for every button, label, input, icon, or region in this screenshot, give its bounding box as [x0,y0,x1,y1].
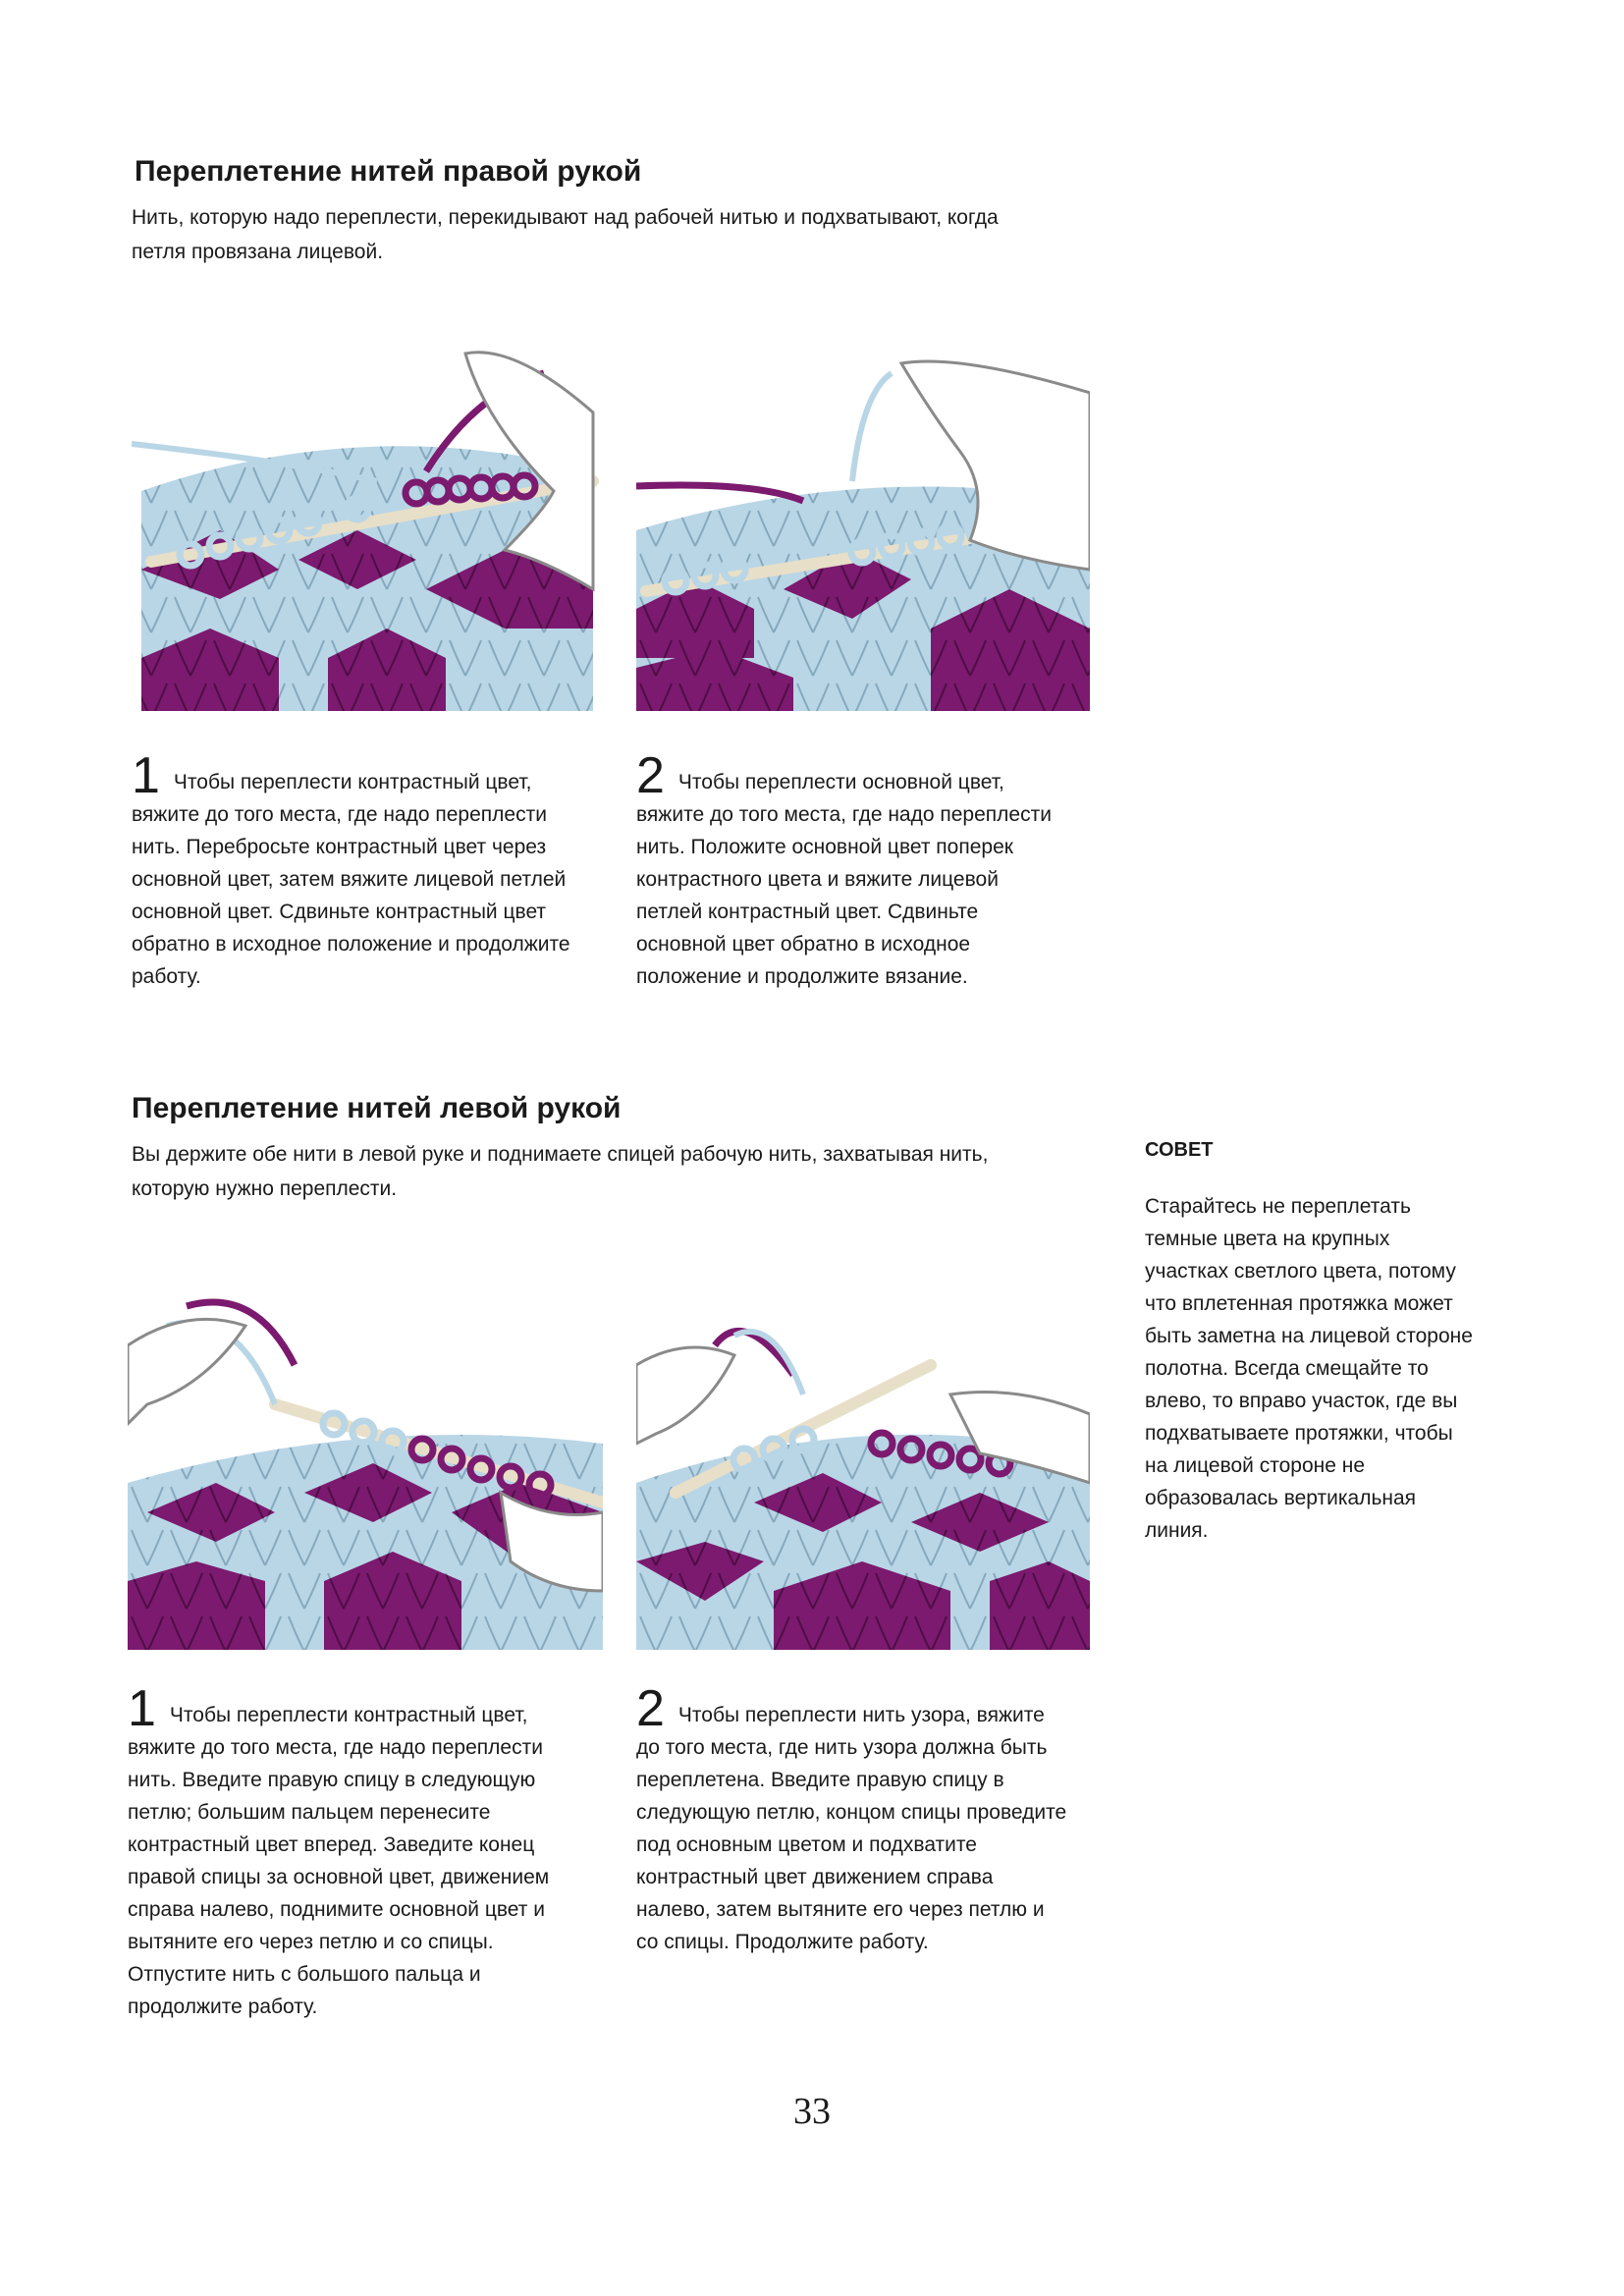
page-number: 33 [793,2091,831,2132]
step-text: Чтобы переплести контрастный цвет, вяжите до того места, где надо переплести нить. Перебросьте контрастный цвет через основной цвет, затем вяжите лицевой петлей основной цвет. Сдвиньте контрастный цвет обратно в исходное положение и продолжите работу. [132,771,570,988]
illustration-right-hand-step-2 [636,334,1090,711]
step-number: 2 [636,747,665,804]
section-intro-right-hand: Нить, которую надо переплести, перекидывают над рабочей нитью и подхватывают, когда петля провязана лицевой. [132,206,999,263]
tip-title: СОВЕТ [1145,1139,1214,1161]
tip-text: Старайтесь не переплетать темные цвета на крупных участках светлого цвета, потому что вплетенная протяжка может быть заметна на лицевой стороне полотна. Всегда смещайте то влево, то вправо участок, где вы подхватываете протяжки, чтобы на лицевой стороне не образовалась вертикальная линия. [1145,1195,1473,1542]
step-number: 1 [128,1680,156,1737]
illustration-left-hand-step-2 [636,1267,1090,1650]
section-title-right-hand: Переплетение нитей правой рукой [135,155,642,188]
step-left-hand-2 [636,1680,1068,1958]
step-number: 1 [132,747,160,804]
step-text: Чтобы переплести контрастный цвет, вяжите до того места, где надо переплести нить. Введите правую спицу в следующую петлю; большим пальцем перенесите контрастный цвет вперед. Заведите конец правой спицы за основной цвет, движением справа налево, поднимите основной цвет и вытяните его через петлю и со спицы. Отпустите нить с большого пальца и продолжите работу. [128,1704,550,2018]
step-text: Чтобы переплести нить узора, вяжите до того места, где нить узора должна быть переплетена. Введите правую спицу в следующую петлю, концом спицы проведите под основным цветом и подхватите контрастный цвет движением справа налево, затем вытяните его через петлю и со спицы. Продолжите работу. [636,1704,1067,1953]
section-title-left-hand: Переплетение нитей левой рукой [132,1092,622,1124]
step-left-hand-1 [128,1680,589,2023]
step-right-hand-2 [636,747,1068,993]
step-text: Чтобы переплести основной цвет, вяжите до того места, где надо переплести нить. Положите основной цвет поперек контрастного цвета и вяжите лицевой петлей контрастный цвет. Сдвиньте основной цвет обратно в исходное положение и продолжите вязание. [636,771,1052,988]
step-right-hand-1 [132,747,593,993]
illustration-left-hand-step-1 [128,1267,603,1650]
illustration-right-hand-step-1 [132,334,605,711]
step-number: 2 [636,1680,665,1737]
section-intro-left-hand: Вы держите обе нити в левой руке и поднимаете спицей рабочую нить, захватывая нить, которую нужно переплести. [132,1143,989,1200]
